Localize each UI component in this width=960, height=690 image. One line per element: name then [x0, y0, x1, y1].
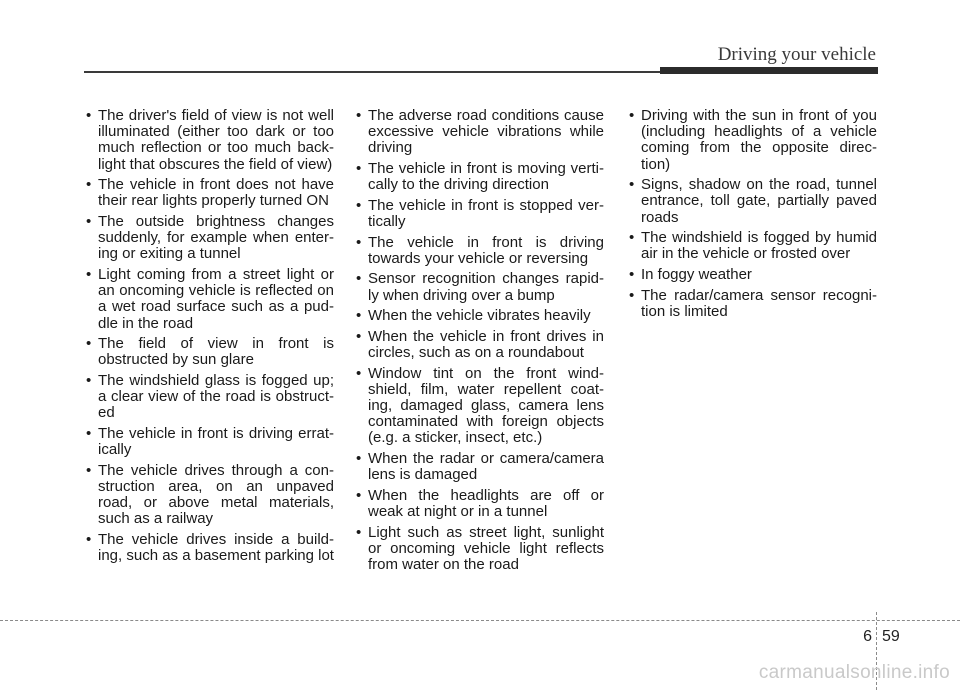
list-item: • The windshield glass is fogged up; a clear view of the road is obstruct-ed [86, 372, 334, 422]
list-item: • When the vehicle in front drives in circles, such as on a roundabout [356, 327, 604, 361]
bullet-icon: • [356, 160, 362, 177]
bullet-list-column-1 [84, 108, 334, 569]
watermark: carmanualsonline.info [758, 662, 950, 683]
chapter-number: 6 [863, 628, 872, 645]
bullet-icon: • [629, 229, 635, 247]
list-item: • When the vehicle vibrates heavily [356, 307, 591, 325]
bullet-icon: • [629, 176, 635, 194]
bullet-icon: • [86, 425, 92, 442]
list-item: • Light coming from a street light or an oncoming vehicle is reflected on a wet road surface such as a pud-dle in the road [86, 266, 334, 332]
list-item: • Driving with the sun in front of you (including headlights of a vehicle coming from the opposite direc-tion) [629, 107, 877, 173]
bullet-icon: • [86, 266, 92, 283]
bullet-icon: • [86, 461, 92, 479]
bullet-icon: • [86, 213, 92, 230]
bullet-icon: • [629, 286, 635, 304]
list-item: • Sensor recognition changes rapid-ly when driving over a bump [356, 270, 604, 304]
list-item: • Window tint on the front wind-shield, film, water repellent coat-ing, damaged glass, camera lens contaminated with foreign objects (e.g. a sticker, insect, etc.) [356, 364, 604, 447]
bullet-icon: • [356, 107, 362, 124]
page-number: 59 [882, 628, 900, 645]
bullet-list-column-2 [354, 108, 604, 578]
bullet-icon: • [356, 196, 362, 214]
list-item: • The outside brightness changes suddenly, for example when enter-ing or exiting a tunnel [86, 213, 334, 263]
list-item: • Signs, shadow on the road, tunnel entrance, toll gate, partially paved roads [629, 176, 877, 226]
list-item: • In foggy weather [629, 266, 752, 283]
list-item: • The vehicle in front does not have their rear lights properly turned ON [86, 176, 334, 210]
bullet-icon: • [356, 270, 362, 288]
bullet-icon: • [356, 307, 362, 325]
list-item: • The windshield is fogged by humid air in the vehicle or frosted over [629, 229, 877, 263]
list-item: • The vehicle drives inside a build-ing, such as a basement parking lot [86, 531, 334, 565]
bullet-icon: • [629, 266, 635, 283]
list-item: • The vehicle in front is driving towards your vehicle or reversing [356, 233, 604, 267]
bullet-icon: • [86, 107, 92, 124]
list-item: • The driver's field of view is not well illuminated (either too dark or too much reflection or too much back-light that obscures the field of view) [86, 107, 334, 173]
bullet-icon: • [356, 449, 362, 467]
list-item: • The field of view in front is obstructed by sun glare [86, 335, 334, 369]
bullet-icon: • [629, 107, 635, 124]
footer-rule [0, 620, 960, 621]
list-item: • The radar/camera sensor recogni-tion is limited [629, 286, 877, 320]
bullet-icon: • [356, 327, 362, 345]
header-rule [84, 71, 664, 73]
bullet-icon: • [86, 531, 92, 548]
list-item: • The adverse road conditions cause excessive vehicle vibrations while driving [356, 107, 604, 157]
bullet-icon: • [86, 176, 92, 194]
bullet-icon: • [86, 335, 92, 353]
bullet-list-column-3 [627, 108, 877, 324]
list-item: • When the radar or camera/camera lens is damaged [356, 449, 604, 484]
list-item: • When the headlights are off or weak at night or in a tunnel [356, 486, 604, 520]
list-item: • The vehicle in front is moving verti-cally to the driving direction [356, 160, 604, 194]
bullet-icon: • [356, 523, 362, 541]
section-title: Driving your vehicle [717, 44, 876, 65]
bullet-icon: • [356, 364, 362, 382]
bullet-icon: • [356, 233, 362, 251]
list-item: • The vehicle drives through a con-struction area, on an unpaved road, or above metal materials, such as a railway [86, 461, 334, 528]
bullet-icon: • [86, 372, 92, 389]
bullet-icon: • [356, 486, 362, 504]
list-item: • Light such as street light, sunlight or oncoming vehicle light reflects from water on the road [356, 523, 604, 573]
header-rule-accent [660, 67, 878, 74]
list-item: • The vehicle in front is stopped ver-tically [356, 196, 604, 230]
list-item: • The vehicle in front is driving errat-ically [86, 425, 334, 459]
